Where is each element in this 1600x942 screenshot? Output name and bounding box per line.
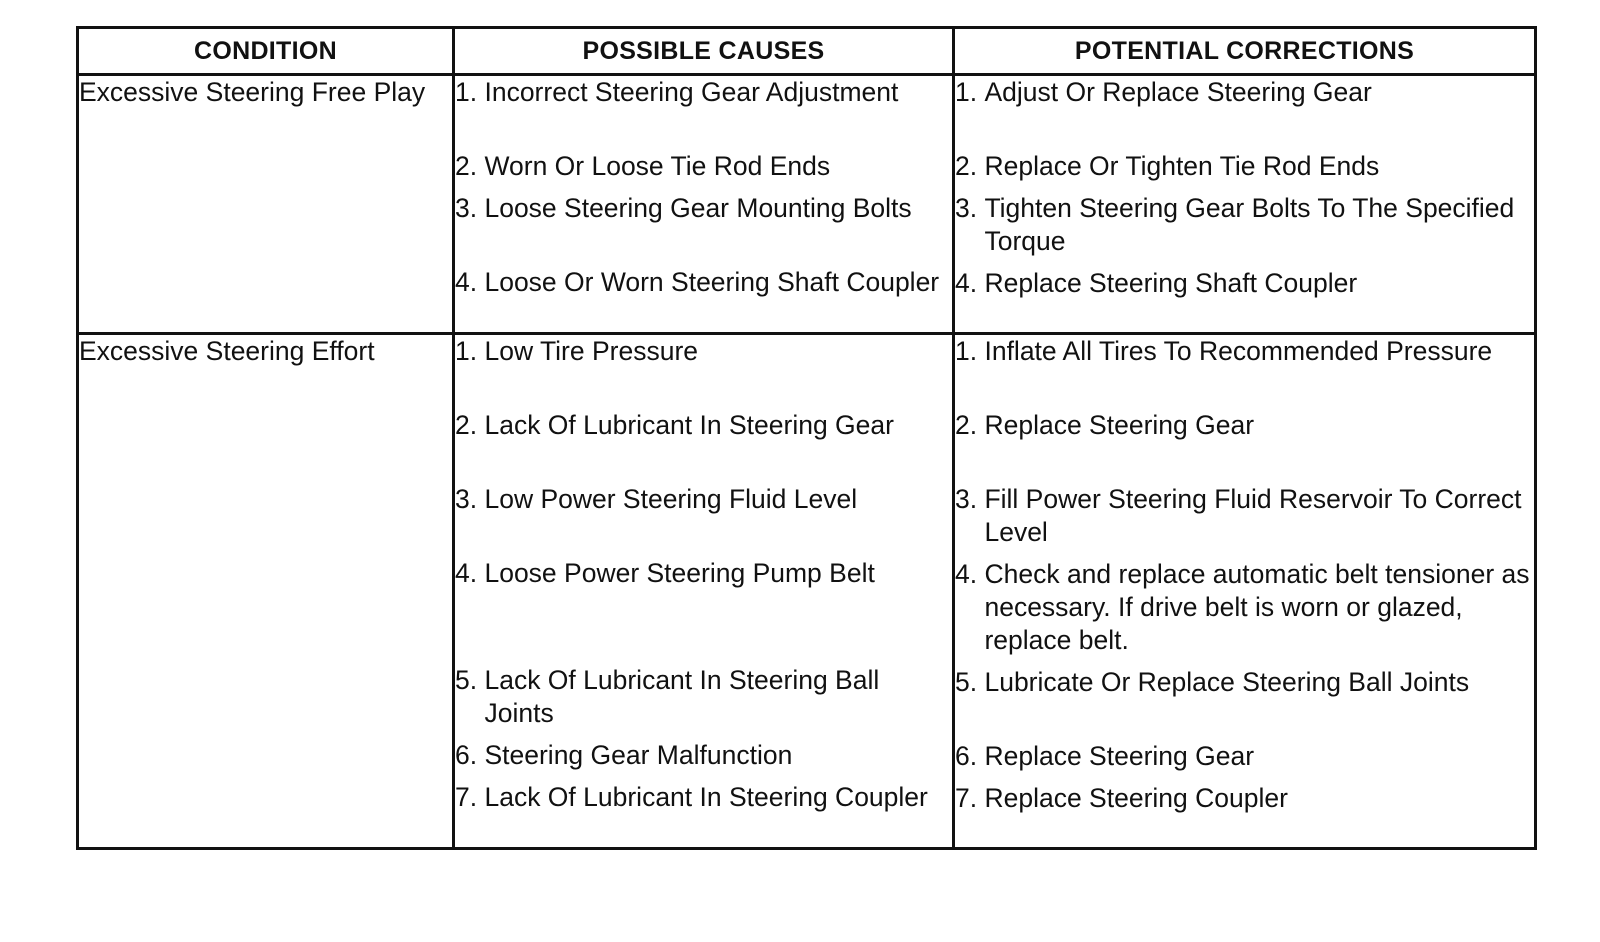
cause-text: Loose Power Steering Pump Belt [484,558,875,588]
cause-item [455,483,952,548]
correction-text: Fill Power Steering Fluid Reservoir To Correct Level [984,484,1522,547]
correction-item [955,150,1534,183]
item-number: 6. [955,741,985,771]
header-possible-causes: POSSIBLE CAUSES [454,28,954,75]
correction-item [955,483,1534,549]
cause-text: Incorrect Steering Gear Adjustment [484,77,899,107]
item-number: 4. [955,268,985,298]
cause-text: Low Power Steering Fluid Level [484,484,858,514]
correction-item [955,267,1534,332]
item-number: 3. [955,484,985,514]
header-condition: CONDITION [78,28,454,75]
cause-item [455,335,952,400]
item-number: 7. [455,782,485,812]
correction-text: Replace Steering Gear [984,410,1255,440]
correction-item [955,782,1534,847]
cause-item [455,266,952,331]
correction-text: Replace Steering Gear [984,741,1255,771]
cause-item [455,150,952,183]
correction-item [955,76,1534,141]
cause-item [455,192,952,257]
correction-text: Replace Steering Coupler [984,783,1288,813]
cause-text: Lack Of Lubricant In Steering Gear [484,410,894,440]
cause-text: Worn Or Loose Tie Rod Ends [484,151,831,181]
cause-item [455,739,952,772]
condition-text: Excessive Steering Free Play [79,77,426,107]
item-number: 1. [955,336,985,366]
cause-item [455,409,952,474]
item-number: 2. [455,410,485,440]
correction-item [955,192,1534,258]
cause-item [455,664,952,730]
item-number: 1. [955,77,985,107]
header-potential-corrections: POTENTIAL CORRECTIONS [954,28,1536,75]
cause-text: Loose Steering Gear Mounting Bolts [484,193,912,223]
cause-item [455,781,952,846]
condition-text: Excessive Steering Effort [79,336,375,366]
item-number: 2. [955,151,985,181]
correction-item [955,558,1534,657]
correction-item [955,409,1534,474]
cause-text: Low Tire Pressure [484,336,699,366]
correction-text: Adjust Or Replace Steering Gear [984,77,1372,107]
item-number: 3. [455,193,485,223]
table-body [78,75,1536,849]
header-row [78,28,1536,75]
cause-item [455,76,952,141]
item-number: 5. [455,665,485,695]
correction-item [955,740,1534,773]
corrections-cell [954,334,1536,849]
corrections-cell [954,75,1536,334]
cause-text: Lack Of Lubricant In Steering Ball Joints [484,665,880,728]
correction-text: Tighten Steering Gear Bolts To The Specified Torque [984,193,1515,256]
correction-text: Check and replace automatic belt tensioner as necessary. If drive belt is worn or glazed, replace belt. [984,559,1530,655]
correction-text: Inflate All Tires To Recommended Pressure [984,336,1493,366]
causes-cell [454,334,954,849]
cause-item [455,557,952,655]
item-number: 2. [955,410,985,440]
item-number: 2. [455,151,485,181]
correction-text: Replace Steering Shaft Coupler [984,268,1358,298]
cause-text: Steering Gear Malfunction [484,740,793,770]
item-number: 6. [455,740,485,770]
correction-item [955,666,1534,731]
causes-cell [454,75,954,334]
correction-text: Lubricate Or Replace Steering Ball Joints [984,667,1470,697]
item-number: 4. [955,559,985,589]
condition-group [78,334,1536,849]
condition-group [78,75,1536,334]
item-number: 4. [455,267,485,297]
item-number: 3. [955,193,985,223]
diagnosis-table [76,26,1537,850]
correction-text: Replace Or Tighten Tie Rod Ends [984,151,1380,181]
item-number: 1. [455,336,485,366]
condition-cell [78,75,454,334]
item-number: 4. [455,558,485,588]
condition-cell [78,334,454,849]
item-number: 5. [955,667,985,697]
item-number: 7. [955,783,985,813]
correction-item [955,335,1534,400]
cause-text: Loose Or Worn Steering Shaft Coupler [484,267,940,297]
cause-text: Lack Of Lubricant In Steering Coupler [484,782,928,812]
item-number: 1. [455,77,485,107]
item-number: 3. [455,484,485,514]
